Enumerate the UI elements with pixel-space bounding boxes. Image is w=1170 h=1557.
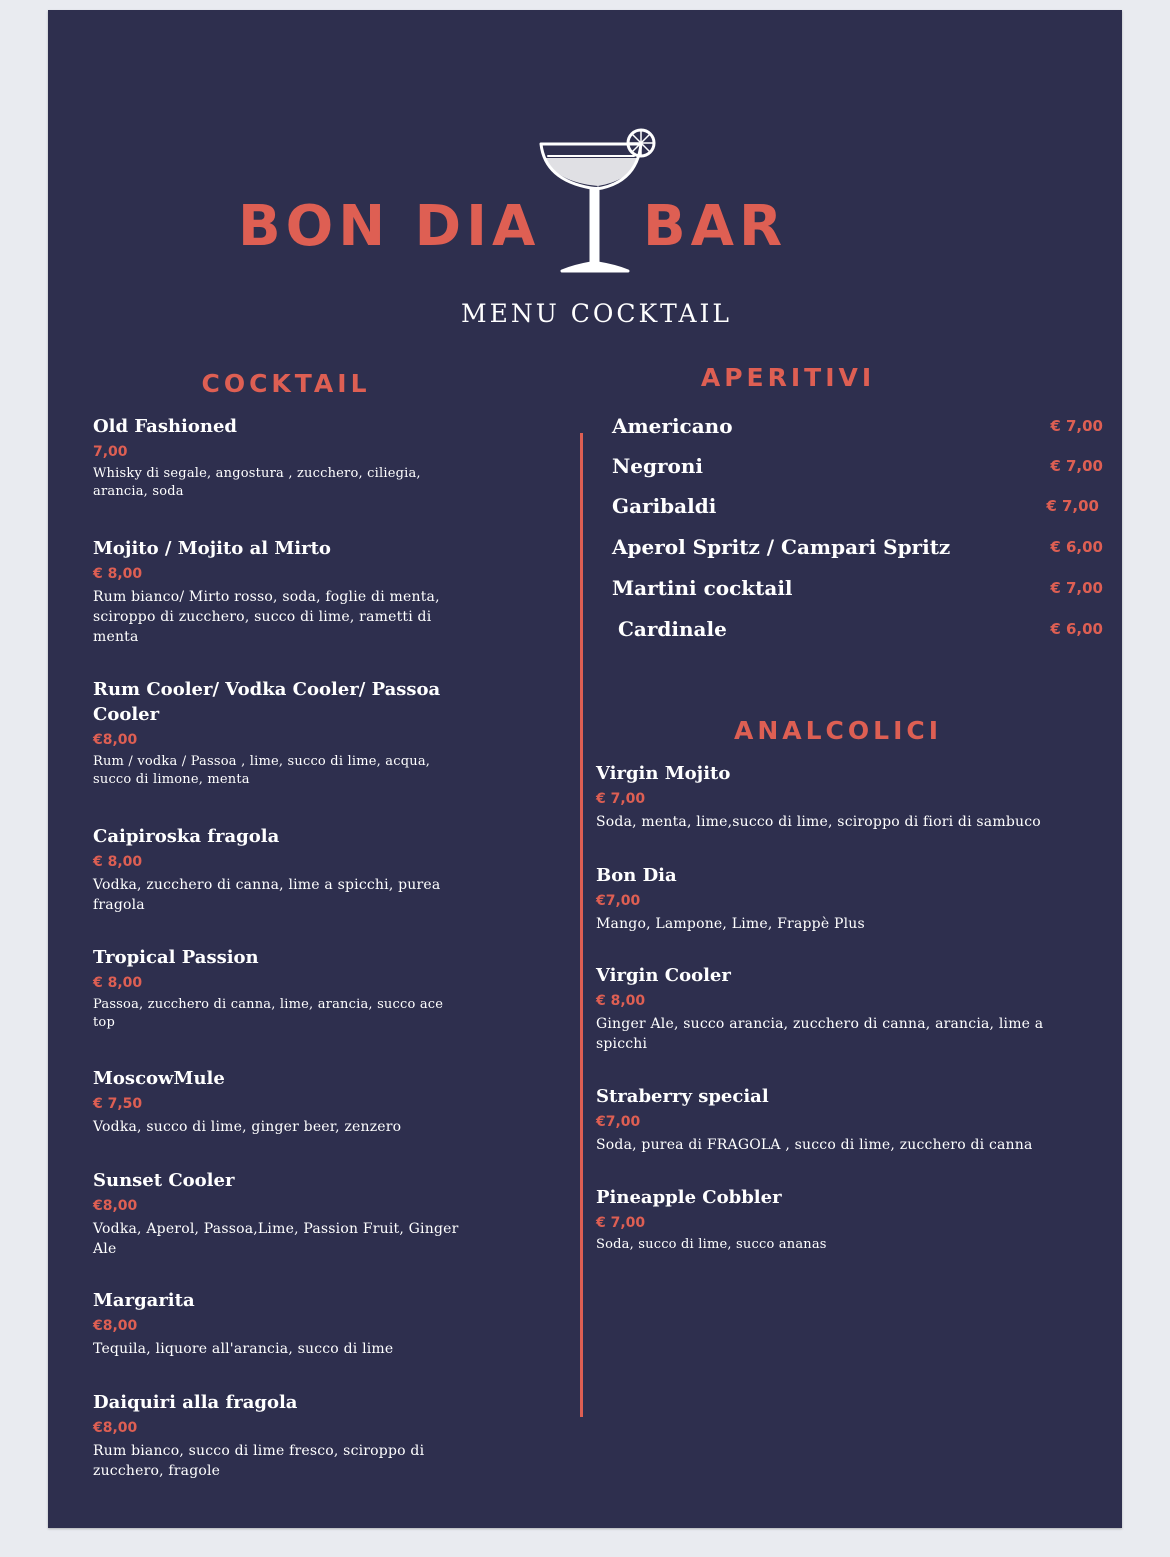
item-description: Vodka, succo di lime, ginger beer, zenzero (93, 1119, 402, 1135)
section-title-cocktail: COCKTAIL (201, 369, 371, 398)
column-divider (580, 433, 583, 1417)
aperitivo-row (612, 491, 1099, 521)
item-name: Americano (612, 414, 733, 438)
item-price: € 7,00 (1050, 457, 1103, 475)
item-description: Soda, purea di FRAGOLA , succo di lime, zucchero di canna (596, 1137, 1033, 1153)
item-price: € 8,00 (93, 975, 143, 991)
item-name: Cardinale (618, 617, 727, 641)
aperitivo-row (612, 573, 1103, 603)
aperitivo-row (612, 451, 1103, 481)
analcolico-item (596, 963, 1066, 1054)
item-price: €8,00 (93, 1318, 138, 1334)
item-name: Daiquiri alla fragola (93, 1392, 298, 1413)
item-name: MoscowMule (93, 1068, 225, 1089)
item-name: Tropical Passion (93, 947, 259, 968)
item-price: € 6,00 (1050, 620, 1103, 638)
item-description: Mango, Lampone, Lime, Frappè Plus (596, 916, 865, 932)
item-price: €7,00 (596, 893, 641, 909)
cocktail-item (93, 1288, 463, 1359)
item-price: € 7,00 (1050, 579, 1103, 597)
item-price: € 7,50 (93, 1096, 143, 1112)
item-name: Garibaldi (612, 494, 717, 518)
item-name: Sunset Cooler (93, 1170, 235, 1191)
item-price: € 7,00 (1050, 417, 1103, 435)
item-description: Whisky di segale, angostura , zucchero, ciliegia, arancia, soda (93, 466, 421, 499)
item-description: Passoa, zucchero di canna, lime, arancia, succo ace top (93, 997, 444, 1030)
item-name: Old Fashioned (93, 416, 238, 437)
cocktail-item (93, 677, 463, 789)
item-name: Margarita (93, 1290, 195, 1311)
item-price: 7,00 (93, 444, 128, 460)
aperitivo-row (612, 532, 1103, 562)
item-price: €8,00 (93, 1420, 138, 1436)
cocktail-item (93, 1066, 463, 1137)
item-price: € 7,00 (596, 1215, 646, 1231)
item-price: € 8,00 (93, 566, 143, 582)
item-name: Straberry special (596, 1086, 769, 1107)
cocktail-item (93, 414, 463, 501)
item-name: Bon Dia (596, 865, 677, 886)
aperitivo-row (612, 614, 1103, 644)
item-price: € 8,00 (596, 993, 646, 1009)
cocktail-item (93, 824, 463, 915)
item-description: Vodka, zucchero di canna, lime a spicchi, purea fragola (93, 877, 441, 913)
item-name: Martini cocktail (612, 576, 793, 600)
menu-page (48, 10, 1122, 1528)
cocktail-item (93, 1168, 463, 1259)
item-price: €7,00 (596, 1114, 641, 1130)
item-name: Mojito / Mojito al Mirto (93, 538, 331, 559)
aperitivo-row (612, 411, 1103, 441)
item-name: Negroni (612, 454, 704, 478)
item-name: Aperol Spritz / Campari Spritz (612, 535, 951, 559)
item-description: Rum bianco/ Mirto rosso, soda, foglie di menta, sciroppo di zucchero, succo di lime, rametti di menta (93, 589, 440, 645)
item-price: € 7,00 (596, 791, 646, 807)
item-price: € 6,00 (1050, 538, 1103, 556)
item-description: Soda, succo di lime, succo ananas (596, 1237, 827, 1252)
item-name: Virgin Cooler (596, 965, 731, 986)
section-title-aperitivi: APERITIVI (700, 363, 876, 392)
item-description: Tequila, liquore all'arancia, succo di lime (93, 1341, 394, 1357)
item-description: Rum bianco, succo di lime fresco, sciroppo di zucchero, fragole (93, 1443, 425, 1479)
section-title-analcolici: ANALCOLICI (733, 716, 943, 745)
item-name: Rum Cooler/ Vodka Cooler/ Passoa Cooler (93, 679, 441, 725)
item-description: Ginger Ale, succo arancia, zucchero di canna, arancia, lime a spicchi (596, 1016, 1044, 1052)
item-price: € 8,00 (93, 854, 143, 870)
item-description: Soda, menta, lime,succo di lime, sciroppo di fiori di sambuco (596, 814, 1041, 830)
item-price: €8,00 (93, 1198, 138, 1214)
analcolico-item (596, 863, 1066, 934)
analcolico-item (596, 1185, 1066, 1254)
brand-word-2: BAR (643, 194, 788, 259)
item-name: Virgin Mojito (596, 763, 731, 784)
brand-word-1: BON DIA (238, 194, 541, 259)
item-description: Rum / vodka / Passoa , lime, succo di lime, acqua, succo di limone, menta (93, 754, 431, 787)
menu-subtitle: MENU COCKTAIL (460, 299, 732, 328)
analcolico-item (596, 1084, 1066, 1155)
cocktail-item (93, 1390, 463, 1481)
cocktail-item (93, 536, 463, 647)
item-description: Vodka, Aperol, Passoa,Lime, Passion Fruit, Ginger Ale (93, 1221, 459, 1257)
item-price: €8,00 (93, 732, 138, 748)
cocktail-item (93, 945, 463, 1032)
item-name: Pineapple Cobbler (596, 1187, 782, 1208)
item-price: € 7,00 (1046, 497, 1099, 515)
analcolico-item (596, 761, 1066, 832)
item-name: Caipiroska fragola (93, 826, 280, 847)
